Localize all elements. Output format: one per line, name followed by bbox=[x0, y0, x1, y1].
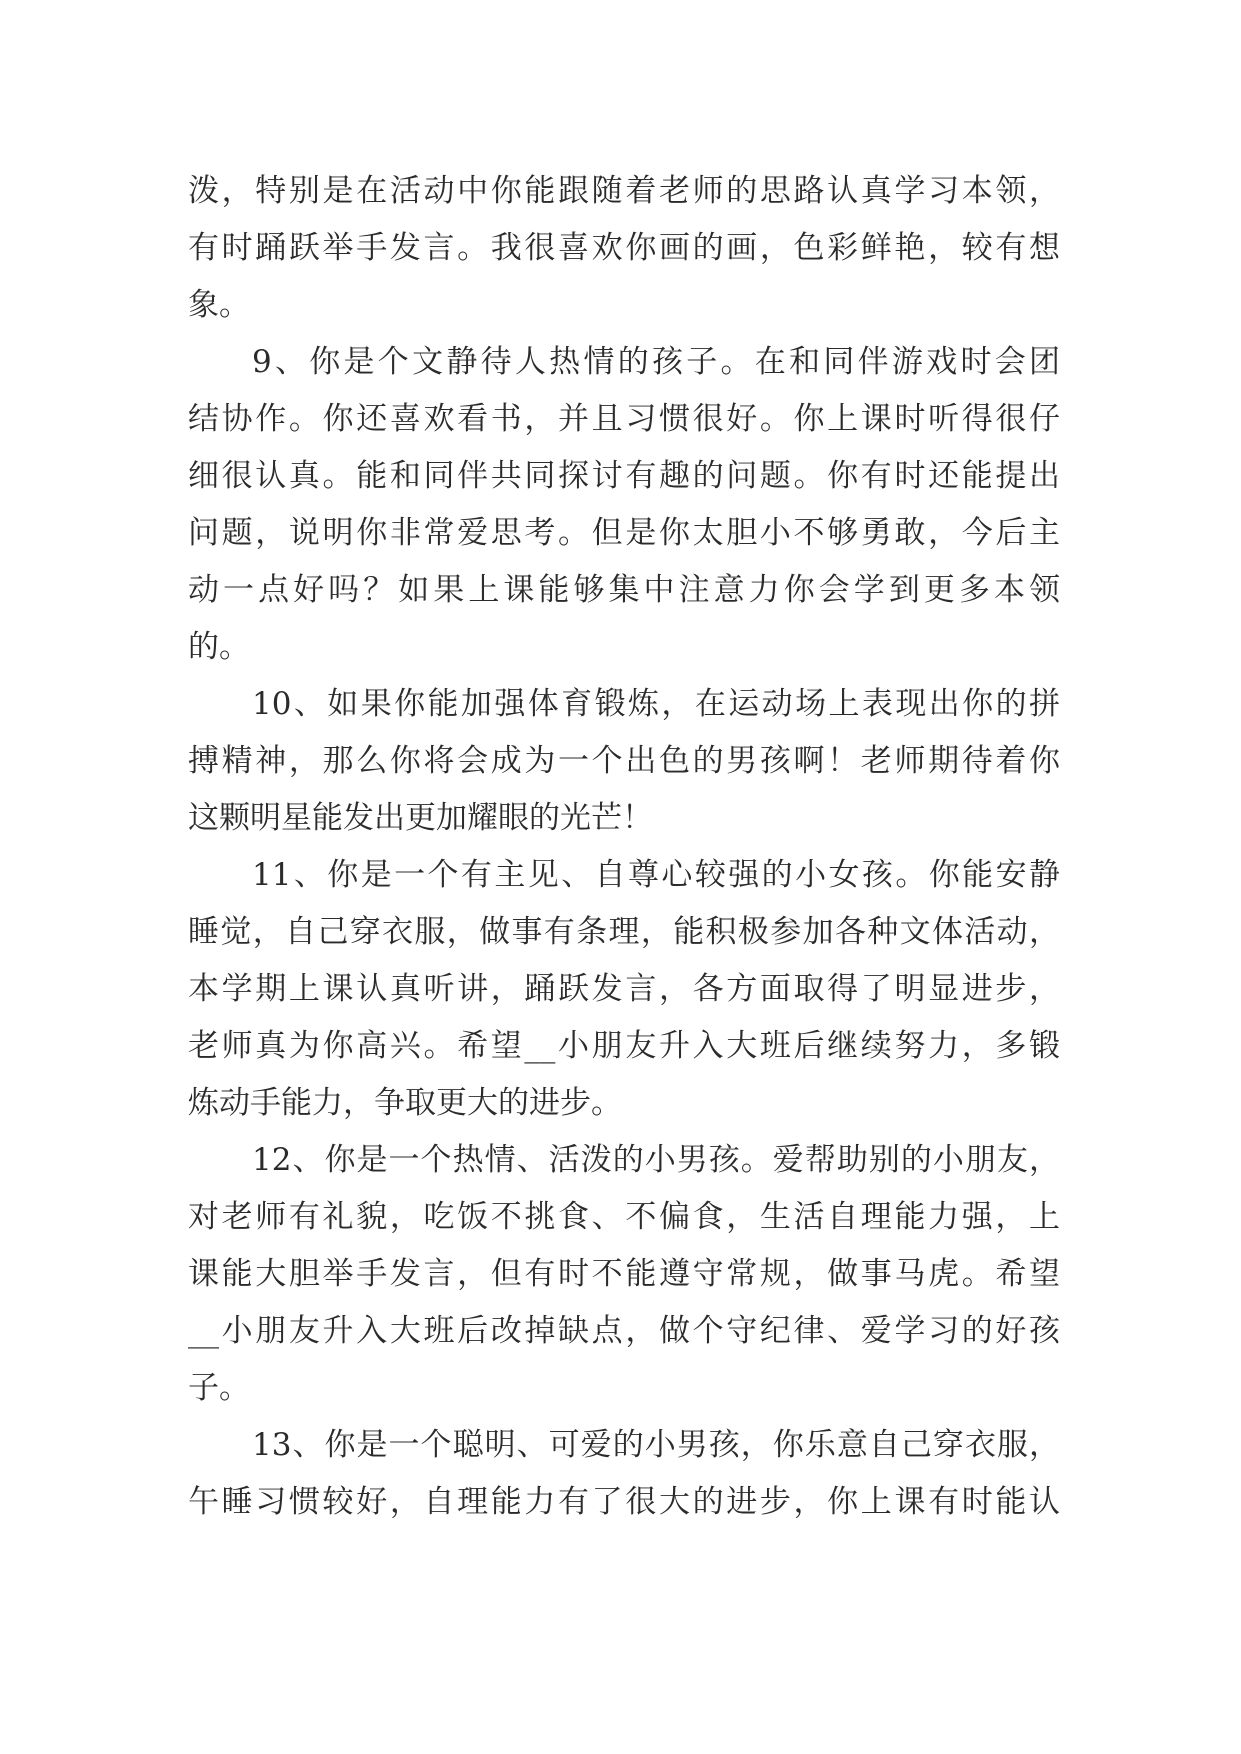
text-line: 泼，特别是在活动中你能跟随着老师的思路认真学习本领， bbox=[188, 173, 1060, 209]
text-line: 动一点好吗？如果上课能够集中注意力你会学到更多本领 bbox=[188, 572, 1060, 608]
text-line: 有时踊跃举手发言。我很喜欢你画的画，色彩鲜艳，较有想 bbox=[188, 230, 1060, 266]
paragraph-continuation bbox=[188, 163, 1060, 334]
text-line: 问题，说明你非常爱思考。但是你太胆小不够勇敢，今后主 bbox=[188, 515, 1060, 551]
text-line: 12、你是一个热情、活泼的小男孩。爱帮助别的小朋友， bbox=[252, 1142, 1060, 1178]
paragraph-13 bbox=[188, 1417, 1060, 1531]
text-line: 课能大胆举手发言，但有时不能遵守常规，做事马虎。希望 bbox=[188, 1256, 1060, 1292]
text-line: 对老师有礼貌，吃饭不挑食、不偏食，生活自理能力强，上 bbox=[188, 1199, 1060, 1235]
text-line: 这颗明星能发出更加耀眼的光芒！ bbox=[188, 800, 653, 836]
text-line: 细很认真。能和同伴共同探讨有趣的问题。你有时还能提出 bbox=[188, 458, 1060, 494]
paragraph-11 bbox=[188, 847, 1060, 1132]
text-line: 炼动手能力，争取更大的进步。 bbox=[188, 1085, 622, 1121]
text-line: 午睡习惯较好，自理能力有了很大的进步，你上课有时能认 bbox=[188, 1484, 1060, 1520]
text-line: 睡觉，自己穿衣服，做事有条理，能积极参加各种文体活动， bbox=[188, 914, 1060, 950]
text-line: __小朋友升入大班后改掉缺点，做个守纪律、爱学习的好孩 bbox=[188, 1313, 1060, 1349]
text-line: 结协作。你还喜欢看书，并且习惯很好。你上课时听得很仔 bbox=[188, 401, 1060, 437]
text-line: 搏精神，那么你将会成为一个出色的男孩啊！老师期待着你 bbox=[188, 743, 1060, 779]
text-line: 子。 bbox=[188, 1370, 250, 1406]
text-line: 本学期上课认真听讲，踊跃发言，各方面取得了明显进步， bbox=[188, 971, 1060, 1007]
text-line: 13、你是一个聪明、可爱的小男孩，你乐意自己穿衣服， bbox=[252, 1427, 1060, 1463]
paragraph-12 bbox=[188, 1132, 1060, 1417]
text-line: 9、你是个文静待人热情的孩子。在和同伴游戏时会团 bbox=[252, 344, 1060, 380]
paragraph-9 bbox=[188, 334, 1060, 676]
text-line: 象。 bbox=[188, 287, 250, 323]
text-line: 11、你是一个有主见、自尊心较强的小女孩。你能安静 bbox=[252, 857, 1060, 893]
text-line: 10、如果你能加强体育锻炼，在运动场上表现出你的拼 bbox=[252, 686, 1060, 722]
text-line: 老师真为你高兴。希望__小朋友升入大班后继续努力，多锻 bbox=[188, 1028, 1060, 1064]
text-line: 的。 bbox=[188, 629, 250, 665]
document-body bbox=[188, 163, 1060, 1531]
paragraph-10 bbox=[188, 676, 1060, 847]
